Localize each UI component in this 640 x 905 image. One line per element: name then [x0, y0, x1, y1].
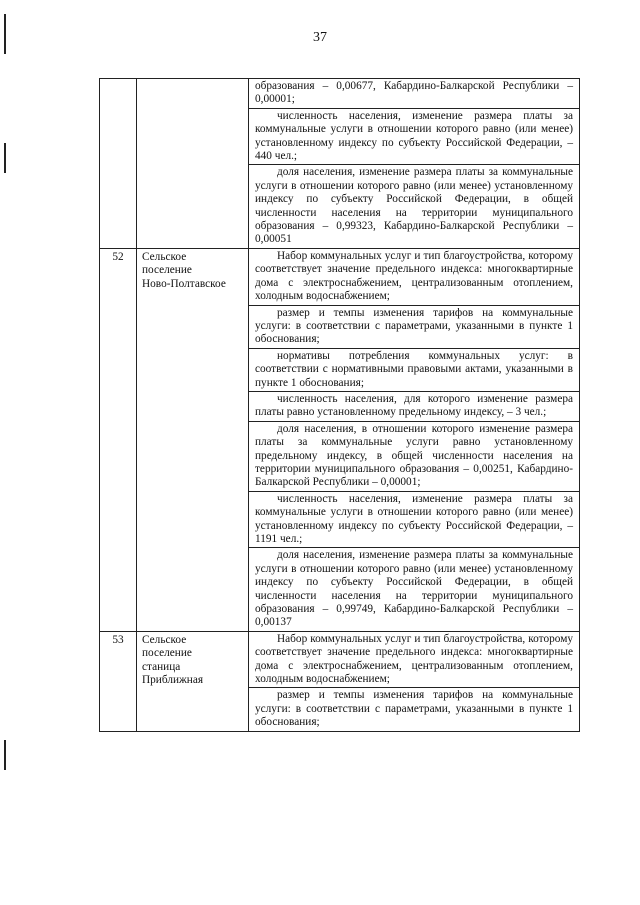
row-content: [249, 79, 580, 249]
row-number: 53: [100, 631, 137, 731]
table-body: [100, 79, 580, 732]
row-content: [249, 248, 580, 631]
paragraph: численность населения, изменение размера платы за коммунальные услуги в отношении которого равно (или менее) установленному индексу по субъекту Российской Федерации, – 1191 чел.;: [249, 491, 579, 548]
row-number: 52: [100, 248, 137, 631]
row-content: [249, 631, 580, 731]
row-number: [100, 79, 137, 249]
settlement-name: [137, 79, 249, 249]
paragraph: доля населения, изменение размера платы за коммунальные услуги в отношении которого равно (или менее) установленному индексу по субъекту Российской Федерации, в общей численности населения на территории муниципального образования – 0,99323, Кабардино-Балкарской Республики – 0,00051: [249, 164, 579, 247]
paragraph: численность населения, для которого изменение размера платы равно установленному предельному индексу, – 3 чел.;: [249, 391, 579, 421]
table-row: [100, 631, 580, 731]
paragraph: нормативы потребления коммунальных услуг: в соответствии с нормативными правовыми актами, указанными в пункте 1 обоснования;: [249, 348, 579, 391]
paragraph: размер и темпы изменения тарифов на коммунальные услуги: в соответствии с параметрами, указанными в пункте 1 обоснования;: [249, 687, 579, 730]
scan-mark-bottom: [4, 740, 6, 770]
scan-mark-top: [4, 14, 6, 54]
settlement-name-line: поселение: [142, 264, 192, 277]
table-row: [100, 248, 580, 631]
page-number: 37: [313, 30, 327, 45]
paragraph: размер и темпы изменения тарифов на коммунальные услуги: в соответствии с параметрами, указанными в пункте 1 обоснования;: [249, 305, 579, 348]
paragraph: образования – 0,00677, Кабардино-Балкарской Республики – 0,00001;: [255, 80, 573, 106]
settlement-name: [137, 248, 249, 631]
settlement-name-line: поселение: [142, 647, 192, 660]
paragraph: Набор коммунальных услуг и тип благоустройства, которому соответствует значение предельного индекса: многоквартирные дома с электроснабжением, централизованным отоплением, холодным водоснабжением;: [255, 632, 573, 686]
table-row: [100, 79, 580, 249]
paragraph: Набор коммунальных услуг и тип благоустройства, которому соответствует значение предельного индекса: многоквартирные дома с электроснабжением, централизованным отоплением, холодным водоснабжением;: [255, 249, 573, 303]
document-table: [99, 78, 580, 732]
settlement-name-line: станица: [142, 660, 181, 673]
paragraph: доля населения, изменение размера платы за коммунальные услуги в отношении которого равно (или менее) установленному индексу по субъекту Российской Федерации, в общей численности населения на территории муниципального образования – 0,99749, Кабардино-Балкарской Республики – 0,00137: [249, 547, 579, 630]
paragraph: численность населения, изменение размера платы за коммунальные услуги в отношении которого равно (или менее) установленному индексу по субъекту Российской Федерации, – 440 чел.;: [249, 108, 579, 165]
scan-mark-middle: [4, 143, 6, 173]
settlement-name-line: Сельское: [142, 250, 187, 263]
settlement-name-line: Ново-Полтавское: [142, 277, 226, 290]
paragraph: доля населения, в отношении которого изменение размера платы за коммунальные услуги равно установленному предельному индексу, в общей численности населения на территории муниципального образования – 0,00251, Кабардино-Балкарской Республики – 0,00001;: [249, 421, 579, 491]
settlement-name-line: Сельское: [142, 633, 187, 646]
settlement-name-line: Приближная: [142, 674, 204, 687]
settlement-name: [137, 631, 249, 731]
